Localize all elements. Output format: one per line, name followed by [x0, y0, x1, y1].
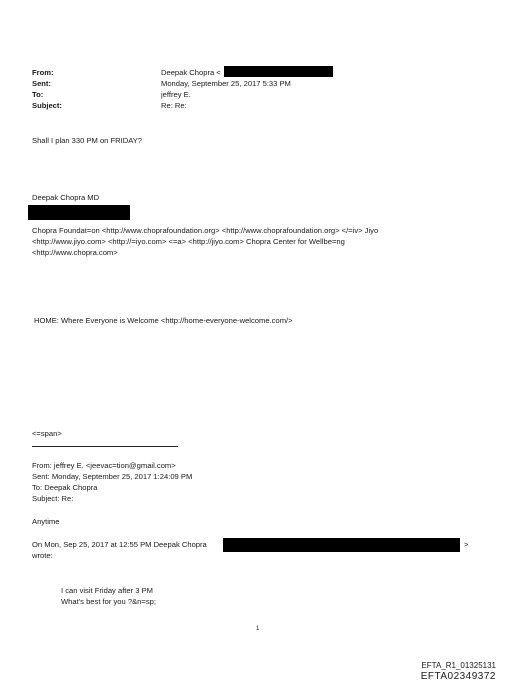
separator-rule	[32, 446, 178, 447]
redaction-signature	[28, 205, 130, 220]
quoted-wrote: wrote:	[32, 551, 53, 560]
links-line-3: <http://www.chopra.com>	[32, 248, 118, 257]
quoted-from: From: jeffrey E. <jeevac=tion@gmail.com>	[32, 461, 176, 470]
quoted-subject: Subject: Re:	[32, 494, 74, 503]
sent-value: Monday, September 25, 2017 5:33 PM	[161, 79, 291, 88]
to-value: jeffrey E.	[161, 90, 191, 99]
inner-line-1: I can visit Friday after 3 PM	[61, 586, 153, 595]
quoted-reply: Anytime	[32, 517, 60, 526]
redaction-quoted-email	[223, 538, 460, 552]
quoted-sent: Sent: Monday, September 25, 2017 1:24:09 PM	[32, 472, 193, 481]
subject-value: Re: Re:	[161, 101, 187, 110]
subject-label: Subject:	[32, 101, 62, 110]
redaction-from-email	[224, 66, 333, 77]
signature-name: Deepak Chopra MD	[32, 193, 100, 202]
quoted-to: To: Deepak Chopra	[32, 483, 98, 492]
from-label: From:	[32, 68, 54, 77]
quoted-on-line-end: >	[464, 540, 469, 549]
links-line-1: Chopra Foundat=on <http://www.choprafoundation.org> <http://www.choprafoundation.org> </=iv> Jiyo	[32, 226, 379, 235]
span-tag: <=span>	[32, 429, 62, 438]
inner-line-2: What's best for you ?&n=sp;	[61, 597, 156, 606]
home-line: HOME: Where Everyone is Welcome <http://home-everyone-welcome.com/>	[34, 316, 293, 325]
links-line-2: <http://www.jiyo.com> <http://=iyo.com> <=a> <http://jiyo.com> Chopra Center for Wellbe=ng	[32, 237, 345, 246]
from-value: Deepak Chopra <	[161, 68, 221, 77]
quoted-on-line: On Mon, Sep 25, 2017 at 12:55 PM Deepak Chopra	[32, 540, 207, 549]
footer-id-1: EFTA_R1_01325131	[421, 661, 496, 670]
page-number: 1	[256, 626, 260, 632]
sent-label: Sent:	[32, 79, 51, 88]
message-question: Shall I plan 330 PM on FRIDAY?	[32, 136, 143, 145]
footer-id-2: EFTA02349372	[420, 671, 496, 682]
to-label: To:	[32, 90, 44, 99]
